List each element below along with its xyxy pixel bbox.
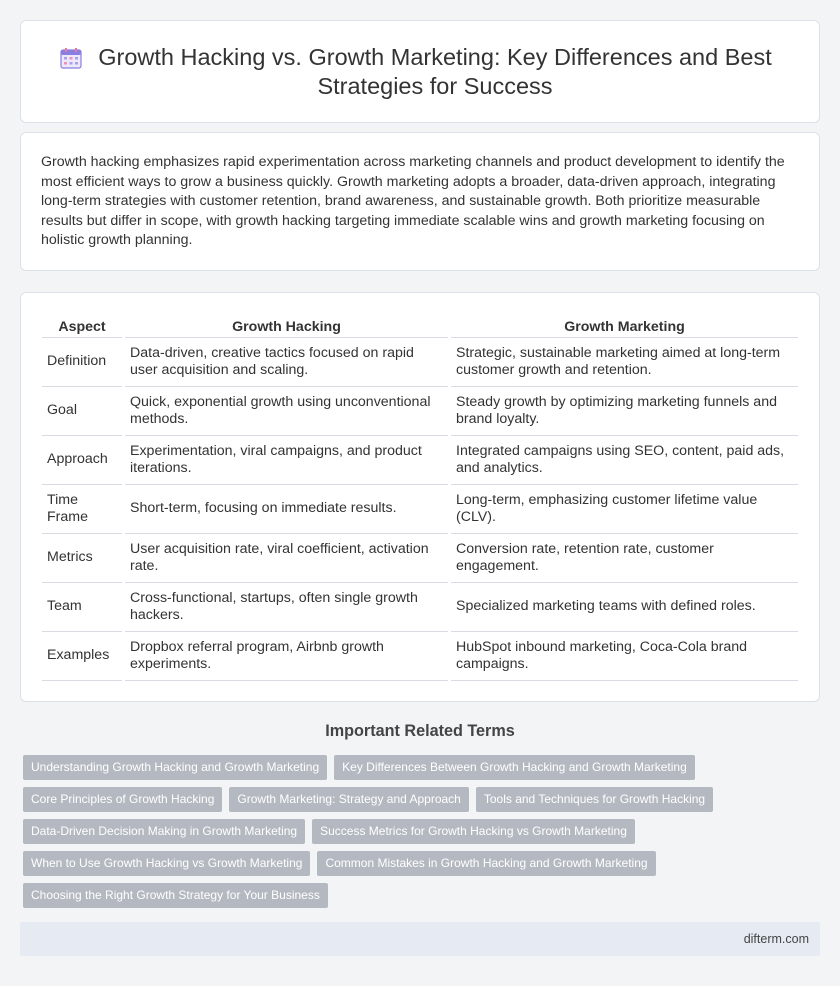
growth-hacking-cell: Short-term, focusing on immediate results. (125, 485, 448, 534)
growth-marketing-cell: Strategic, sustainable marketing aimed at long-term customer growth and retention. (451, 338, 798, 387)
growth-marketing-cell: Long-term, emphasizing customer lifetime value (CLV). (451, 485, 798, 534)
aspect-cell: Goal (42, 387, 122, 436)
growth-marketing-cell: HubSpot inbound marketing, Coca-Cola brand campaigns. (451, 632, 798, 681)
related-term-link[interactable]: Success Metrics for Growth Hacking vs Growth Marketing (312, 819, 635, 844)
column-header-growth-marketing: Growth Marketing (451, 313, 798, 338)
table-row (42, 436, 798, 485)
header-card (20, 20, 820, 123)
tag-row (23, 883, 813, 908)
intro-card (20, 132, 820, 271)
related-term-link[interactable]: Choosing the Right Growth Strategy for Your Business (23, 883, 328, 908)
related-terms-title: Important Related Terms (325, 722, 515, 740)
comparison-table-card (20, 292, 820, 702)
related-term-link[interactable]: Key Differences Between Growth Hacking and Growth Marketing (334, 755, 695, 780)
tag-row (23, 851, 813, 876)
page-title: Growth Hacking vs. Growth Marketing: Key Differences and Best Strategies for Success (98, 43, 772, 99)
related-term-link[interactable]: Core Principles of Growth Hacking (23, 787, 222, 812)
related-term-link[interactable]: Understanding Growth Hacking and Growth Marketing (23, 755, 327, 780)
growth-hacking-cell: User acquisition rate, viral coefficient, activation rate. (125, 534, 448, 583)
comparison-table (39, 313, 801, 681)
growth-hacking-cell: Experimentation, viral campaigns, and product iterations. (125, 436, 448, 485)
related-term-link[interactable]: Data-Driven Decision Making in Growth Marketing (23, 819, 305, 844)
aspect-cell: Time Frame (42, 485, 122, 534)
growth-marketing-cell: Integrated campaigns using SEO, content, paid ads, and analytics. (451, 436, 798, 485)
table-header-row (42, 313, 798, 338)
aspect-cell: Definition (42, 338, 122, 387)
footer-site-name: difterm.com (743, 932, 809, 946)
column-header-aspect: Aspect (42, 313, 122, 338)
related-term-link[interactable]: Growth Marketing: Strategy and Approach (229, 787, 468, 812)
table-row (42, 632, 798, 681)
growth-marketing-cell: Steady growth by optimizing marketing funnels and brand loyalty. (451, 387, 798, 436)
growth-hacking-cell: Cross-functional, startups, often single growth hackers. (125, 583, 448, 632)
table-row (42, 534, 798, 583)
tag-row (23, 787, 813, 812)
growth-hacking-cell: Dropbox referral program, Airbnb growth experiments. (125, 632, 448, 681)
growth-hacking-cell: Data-driven, creative tactics focused on rapid user acquisition and scaling. (125, 338, 448, 387)
growth-marketing-cell: Specialized marketing teams with defined roles. (451, 583, 798, 632)
table-row (42, 387, 798, 436)
column-header-growth-hacking: Growth Hacking (125, 313, 448, 338)
growth-hacking-cell: Quick, exponential growth using unconventional methods. (125, 387, 448, 436)
related-term-link[interactable]: Common Mistakes in Growth Hacking and Growth Marketing (317, 851, 655, 876)
tag-row (23, 819, 813, 844)
aspect-cell: Approach (42, 436, 122, 485)
related-terms-list (23, 755, 813, 915)
aspect-cell: Metrics (42, 534, 122, 583)
intro-paragraph: Growth hacking emphasizes rapid experimentation across marketing channels and product development to identify the most efficient ways to grow a business quickly. Growth marketing adopts a broader, data-driven approach, integrating long-term strategies with customer retention, brand awareness, and sustainable growth. Both prioritize measurable results but differ in scope, with growth hacking targeting immediate scalable wins and growth marketing focusing on holistic growth planning. (41, 154, 785, 248)
table-row (42, 485, 798, 534)
table-row (42, 583, 798, 632)
tag-row (23, 755, 813, 780)
related-term-link[interactable]: Tools and Techniques for Growth Hacking (476, 787, 713, 812)
table-row (42, 338, 798, 387)
footer (20, 922, 820, 956)
related-term-link[interactable]: When to Use Growth Hacking vs Growth Marketing (23, 851, 310, 876)
aspect-cell: Examples (42, 632, 122, 681)
aspect-cell: Team (42, 583, 122, 632)
growth-marketing-cell: Conversion rate, retention rate, customer engagement. (451, 534, 798, 583)
